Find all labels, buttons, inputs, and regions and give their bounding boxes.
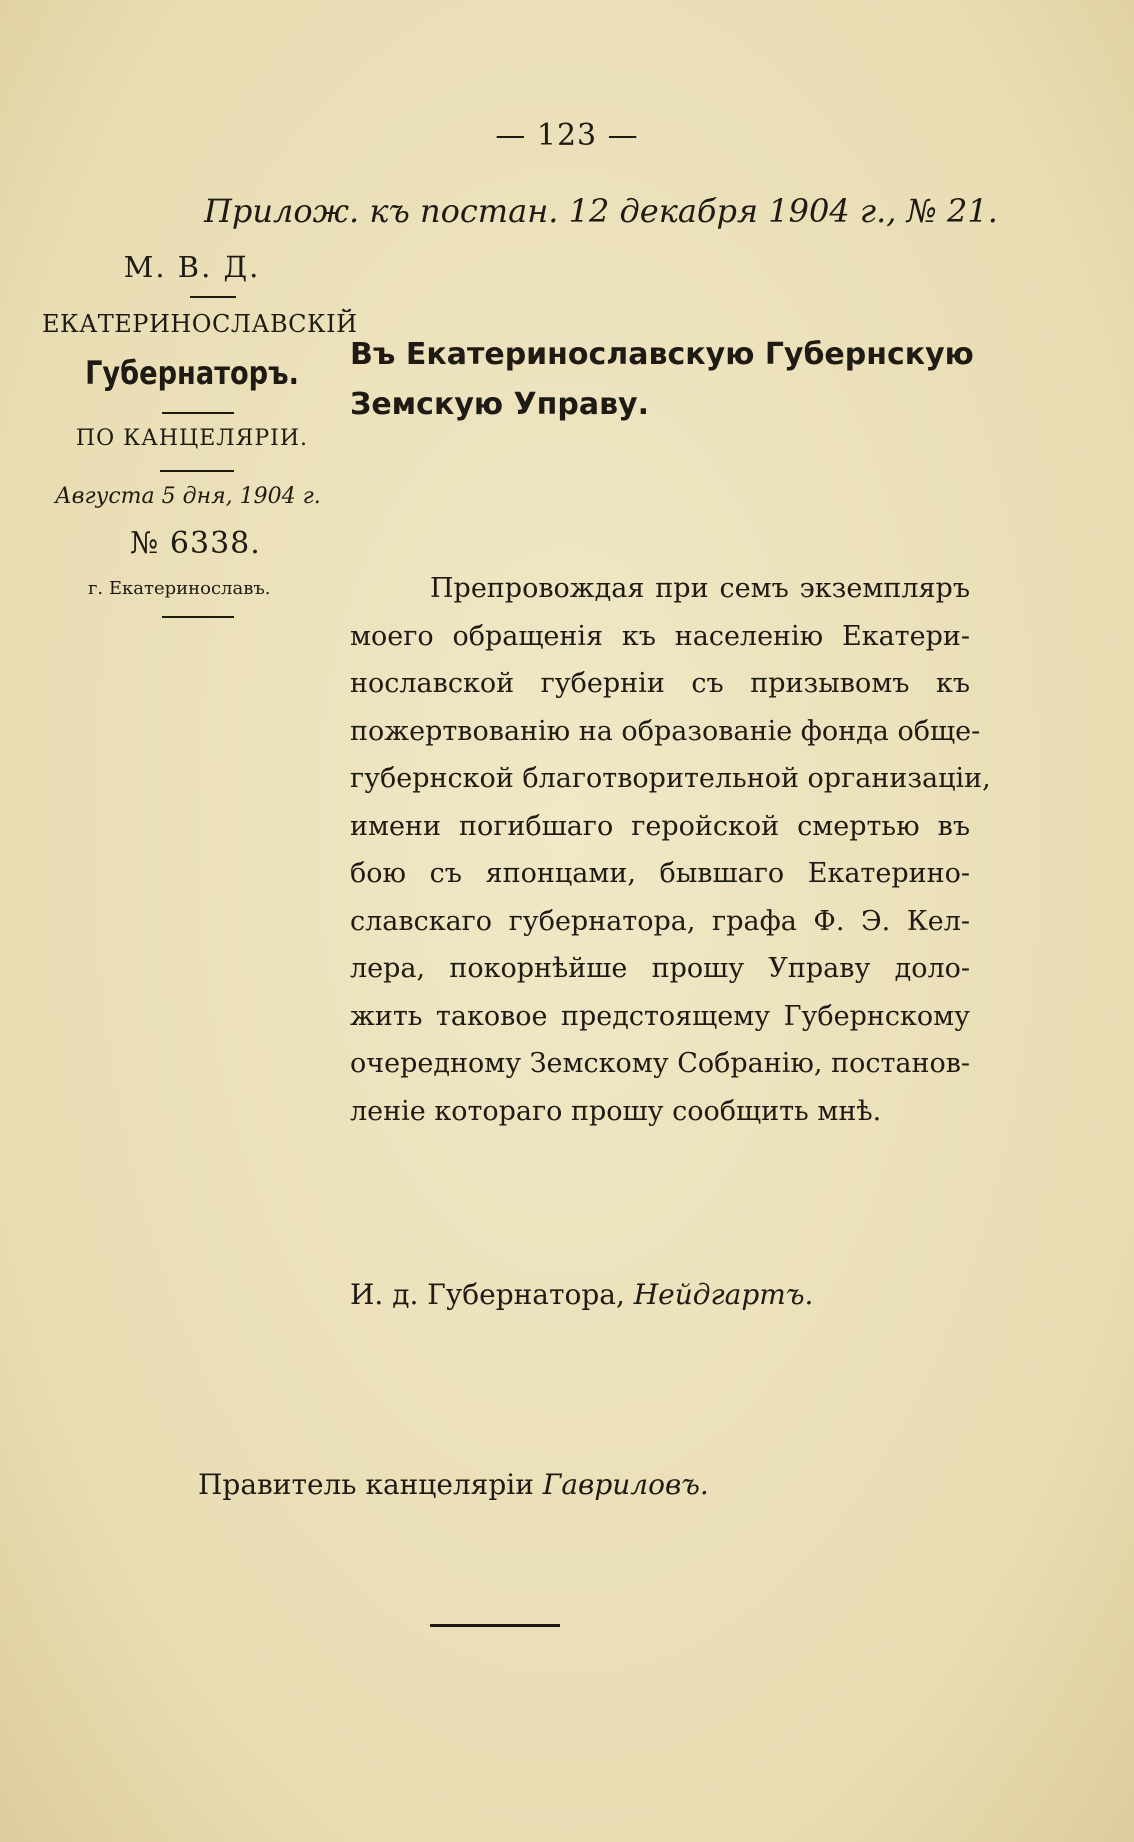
divider-rule: [160, 470, 234, 472]
sender-department: ПО КАНЦЕЛЯРІИ.: [75, 426, 309, 451]
chancellor-line: [198, 1468, 709, 1501]
body-line: моего обращенія къ населенію Екатери-: [350, 620, 970, 652]
ministry-abbreviation: М. В. Д.: [123, 250, 261, 284]
closing-rule: [430, 1624, 560, 1627]
body-line: нославской губерніи съ призывомъ къ: [350, 668, 970, 699]
addressee-line: Земскую Управу.: [350, 387, 650, 422]
chancellor-name: Гавриловъ.: [542, 1468, 709, 1501]
body-line: бою съ японцами, бывшаго Екатерино-: [350, 858, 970, 889]
body-line: лера, покорнѣйше прошу Управу доло-: [350, 953, 970, 984]
body-line: славскаго губернатора, графа Ф. Э. Кел-: [350, 905, 970, 937]
body-line: очередному Земскому Собранію, постанов-: [350, 1048, 971, 1079]
sender-title: Губернаторъ.: [85, 354, 299, 392]
sender-office: ЕКАТЕРИНОСЛАВСКІЙ: [42, 310, 358, 338]
addressee: [350, 330, 980, 430]
body-line: губернской благотворительной организаціи,: [350, 763, 991, 794]
body-line: Препровождая при семъ экземпляръ: [430, 573, 970, 604]
signature-name: Нейдгартъ.: [633, 1278, 814, 1311]
letter-date: Августа 5 дня, 1904 г.: [55, 484, 321, 509]
body-line: жить таковое предстоящему Губернскому: [350, 1000, 970, 1032]
chancellor-role: Правитель канцеляріи: [198, 1468, 534, 1501]
divider-rule: [162, 616, 234, 618]
letter-body: [350, 565, 991, 1135]
divider-rule: [162, 412, 234, 414]
signature-role: И. д. Губернатора,: [350, 1278, 625, 1311]
document-number: № 6338.: [130, 526, 261, 561]
attachment-line: Прилож. къ постан. 12 декабря 1904 г., № 21.: [204, 192, 998, 230]
page-number: — 123 —: [495, 118, 639, 153]
sender-city: г. Екатеринославъ.: [88, 578, 271, 599]
body-line: имени погибшаго геройской смертью въ: [350, 810, 970, 842]
signature-line: [350, 1278, 813, 1311]
body-line: пожертвованію на образованіе фонда обще-: [350, 715, 981, 747]
divider-rule: [190, 296, 236, 298]
body-line: леніе котораго прошу сообщить мнѣ.: [350, 1095, 882, 1127]
addressee-line: Въ Екатеринославскую Губернскую: [350, 337, 974, 372]
